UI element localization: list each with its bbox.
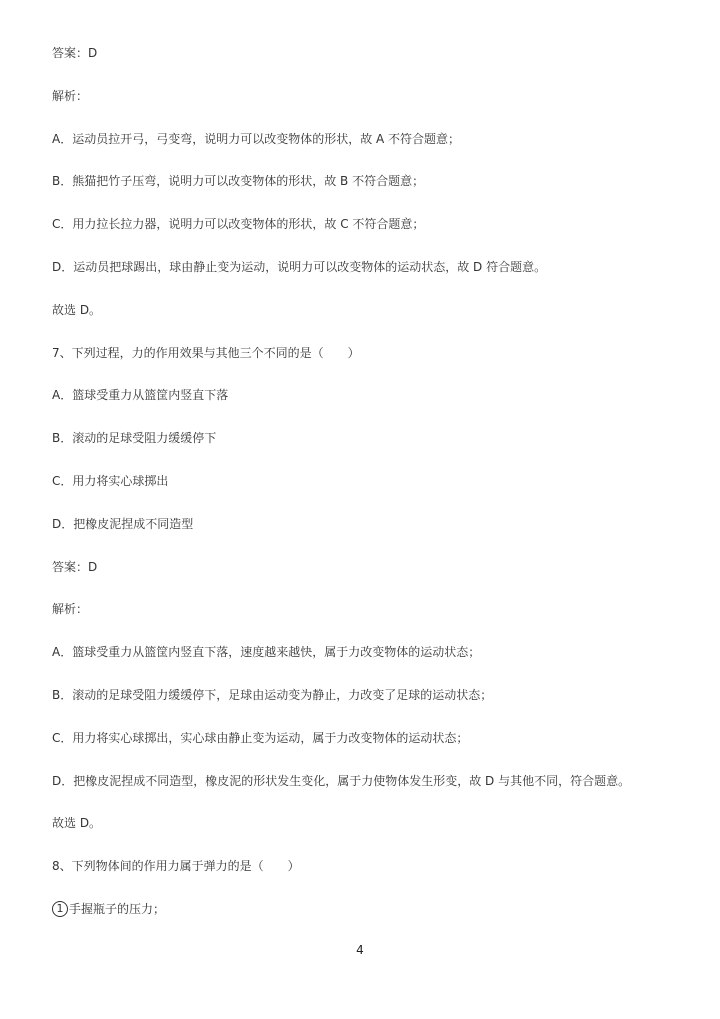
analysis-line: A．运动员拉开弓，弓变弯，说明力可以改变物体的形状，故 A 不符合题意； (52, 131, 461, 146)
statement-item (52, 888, 680, 931)
statement-text: 手握瓶子的压力； (69, 901, 166, 916)
analysis-label: 解析： (52, 88, 89, 103)
analysis-line: B．滚动的足球受阻力缓缓停下，足球由运动变为静止，力改变了足球的运动状态； (52, 687, 493, 702)
analysis-line: B．熊猫把竹子压弯，说明力可以改变物体的形状，故 B 不符合题意； (52, 174, 425, 189)
page-number: 4 (356, 943, 364, 957)
conclusion: 故选 D。 (52, 302, 102, 317)
analysis-line: A．篮球受重力从篮筐内竖直下落，速度越来越快，属于力改变物体的运动状态； (52, 645, 481, 660)
question-7: 7、下列过程，力的作用效果与其他三个不同的是（ ） (52, 345, 360, 360)
option-d: D．把橡皮泥捏成不同造型 (52, 516, 194, 531)
conclusion: 故选 D。 (52, 816, 102, 831)
option-a: A．篮球受重力从篮筐内竖直下落 (52, 388, 229, 403)
answer-label: 答案：D (52, 46, 98, 60)
option-b: B．滚动的足球受阻力缓缓停下 (52, 431, 217, 446)
analysis-line: C．用力将实心球掷出，实心球由静止变为运动，属于力改变物体的运动状态； (52, 730, 469, 745)
document-body (52, 32, 680, 931)
analysis-line: D．把橡皮泥捏成不同造型，橡皮泥的形状发生变化，属于力使物体发生形变，故 D 与其他不同，符合题意。 (52, 773, 631, 788)
circled-number: 1 (52, 901, 68, 917)
analysis-line: C．用力拉长拉力器，说明力可以改变物体的形状，故 C 不符合题意； (52, 217, 425, 232)
question-8: 8、下列物体间的作用力属于弹力的是（ ） (52, 859, 300, 874)
answer-label: 答案：D (52, 559, 98, 574)
analysis-label: 解析： (52, 602, 89, 617)
option-c: C．用力将实心球掷出 (52, 473, 169, 488)
analysis-line: D．运动员把球踢出，球由静止变为运动，说明力可以改变物体的运动状态，故 D 符合题意。 (52, 259, 547, 274)
